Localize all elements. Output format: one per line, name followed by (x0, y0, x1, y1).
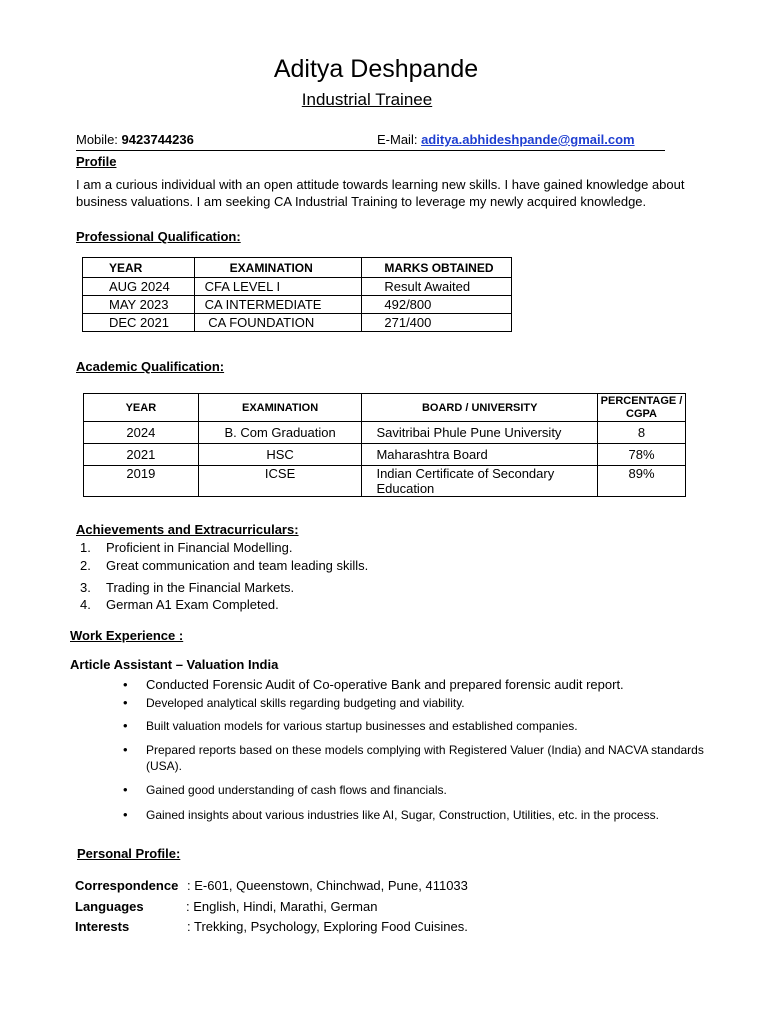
achievements-heading: Achievements and Extracurriculars: (76, 522, 299, 537)
contact-line (76, 132, 665, 151)
table-cell: 78% (598, 444, 686, 466)
personal-heading: Personal Profile: (77, 846, 181, 861)
personal-label: Languages (75, 899, 144, 914)
table-row (84, 466, 686, 497)
column-header: EXAMINATION (198, 394, 362, 422)
table-cell: Indian Certificate of Secondary Education (362, 466, 598, 497)
table-row (83, 278, 512, 296)
list-item-text: Prepared reports based on these models complying with Registered Valuer (India) and NACVA standards (USA). (146, 743, 704, 773)
table-cell: HSC (198, 444, 362, 466)
personal-label: Interests (75, 919, 130, 934)
personal-value: : English, Hindi, Marathi, German (186, 899, 378, 914)
list-item-text: Conducted Forensic Audit of Co-operative Bank and prepared forensic audit report. (146, 677, 624, 692)
email (377, 132, 635, 147)
bullet-icon: • (123, 742, 128, 757)
bullet-icon: • (123, 718, 128, 733)
table-row (83, 296, 512, 314)
table-cell: B. Com Graduation (198, 422, 362, 444)
table-cell: 492/800 (362, 296, 512, 314)
column-header: YEAR (83, 258, 195, 278)
list-item: 3. Trading in the Financial Markets. (80, 580, 295, 595)
table-cell: 271/400 (362, 314, 512, 332)
list-item-text: Proficient in Financial Modelling. (106, 540, 293, 555)
table-cell: CA INTERMEDIATE (194, 296, 362, 314)
profile-heading: Profile (76, 154, 117, 169)
table-row (83, 314, 512, 332)
column-header: YEAR (84, 394, 199, 422)
profile-text: I am a curious individual with an open attitude towards learning new skills. I have gained knowledge about business valuations. I am seeking CA Industrial Training to leverage my newly acquired knowledge. (76, 177, 685, 209)
list-item: 1. Proficient in Financial Modelling. (80, 540, 293, 555)
table-cell: AUG 2024 (83, 278, 195, 296)
table-header-row (84, 394, 686, 422)
list-item-text: Trading in the Financial Markets. (106, 580, 295, 595)
list-item-text: Great communication and team leading skills. (106, 558, 369, 573)
table-cell: Result Awaited (362, 278, 512, 296)
professional-table (82, 257, 512, 332)
mobile (76, 132, 194, 147)
email-label: E-Mail: (377, 132, 418, 147)
table-cell: CA FOUNDATION (194, 314, 362, 332)
candidate-name: Aditya Deshpande (273, 55, 479, 83)
column-header: PERCENTAGE / CGPA (598, 394, 686, 422)
table-cell: Savitribai Phule Pune University (362, 422, 598, 444)
column-header: MARKS OBTAINED (362, 258, 512, 278)
table-cell: Maharashtra Board (362, 444, 598, 466)
bullet-icon: • (123, 782, 128, 797)
candidate-role: Industrial Trainee (301, 90, 433, 109)
table-cell: 89% (598, 466, 686, 497)
column-header: BOARD / UNIVERSITY (362, 394, 598, 422)
bullet-icon: • (123, 807, 128, 822)
list-item-text: Developed analytical skills regarding budgeting and viability. (146, 696, 465, 710)
mobile-number: 9423744236 (121, 132, 194, 147)
bullet-icon: • (123, 677, 128, 692)
personal-value: : Trekking, Psychology, Exploring Food Cuisines. (187, 919, 468, 934)
list-item-text: German A1 Exam Completed. (106, 597, 279, 612)
table-cell: ICSE (198, 466, 362, 497)
table-row (84, 444, 686, 466)
academic-table (83, 393, 686, 497)
academic-heading: Academic Qualification: (76, 359, 225, 374)
table-cell: MAY 2023 (83, 296, 195, 314)
bullet-icon: • (123, 695, 128, 710)
table-cell: 2021 (84, 444, 199, 466)
work-role: Article Assistant – Valuation India (70, 657, 279, 672)
table-cell: CFA LEVEL I (194, 278, 362, 296)
table-cell: 2019 (84, 466, 199, 497)
table-header-row (83, 258, 512, 278)
email-link[interactable]: aditya.abhideshpande@gmail.com (421, 132, 635, 147)
table-cell: DEC 2021 (83, 314, 195, 332)
list-item-text: Built valuation models for various startup businesses and established companies. (146, 719, 578, 733)
table-row (84, 422, 686, 444)
table-cell: 2024 (84, 422, 199, 444)
professional-heading: Professional Qualification: (76, 229, 241, 244)
mobile-label: Mobile: (76, 132, 118, 147)
list-item-text: Gained good understanding of cash flows and financials. (146, 783, 447, 797)
list-item: 2. Great communication and team leading skills. (80, 558, 369, 573)
personal-label: Correspondence (75, 878, 179, 893)
list-item-text: Gained insights about various industries like AI, Sugar, Construction, Utilities, etc. in the process. (146, 808, 659, 822)
list-item: 4. German A1 Exam Completed. (80, 597, 279, 612)
work-heading: Work Experience : (70, 628, 184, 643)
personal-value: : E-601, Queenstown, Chinchwad, Pune, 411033 (187, 878, 468, 893)
table-cell: 8 (598, 422, 686, 444)
column-header: EXAMINATION (194, 258, 362, 278)
